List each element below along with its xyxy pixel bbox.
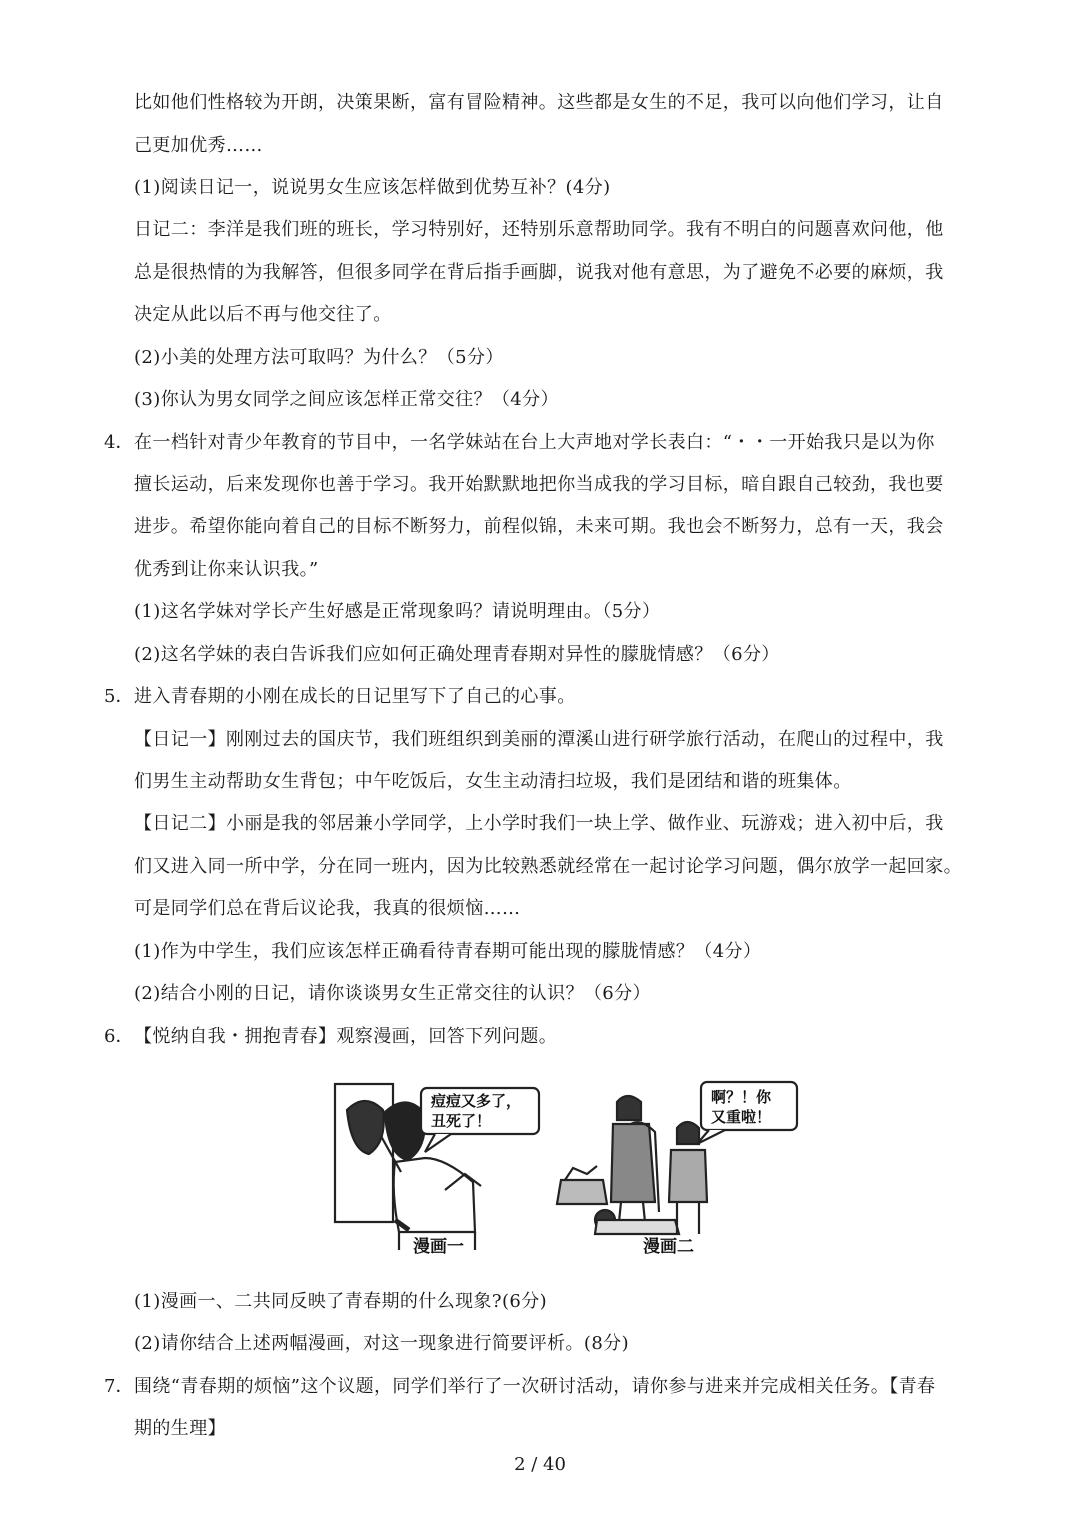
page-number: 2 / 40 <box>514 1454 566 1475</box>
text-line: 在一档针对青少年教育的节目中，一名学妹站在台上大声地对学长表白：“・・一开始我只是以为你 <box>134 432 935 453</box>
text-line: 期的生理】 <box>134 1418 226 1439</box>
question-number: 5． <box>104 686 134 707</box>
sub-question: (2)请你结合上述两幅漫画，对这一现象进行简要评析。(8分) <box>134 1333 629 1354</box>
question-number: 4． <box>104 432 134 453</box>
sub-question: (2)结合小刚的日记，请你谈谈男女生正常交往的认识？（6分） <box>134 983 651 1004</box>
sub-question: (2)这名学妹的表白告诉我们应如何正确处理青春期对异性的朦胧情感？（6分） <box>134 644 780 665</box>
sub-question: (1)作为中学生，我们应该怎样正确看待青春期可能出现的朦胧情感？（4分） <box>134 941 762 962</box>
comic-illustration <box>325 1062 805 1267</box>
sub-question: (1)这名学妹对学长产生好感是正常现象吗？请说明理由。（5分） <box>134 601 661 622</box>
text-line: 【悦纳自我・拥抱青春】观察漫画，回答下列问题。 <box>134 1026 558 1047</box>
sub-question: (1)阅读日记一，说说男女生应该怎样做到优势互补？(4分) <box>134 177 611 198</box>
comic-two-bubble-line1: 啊？！你 <box>711 1088 772 1106</box>
text-line: 擅长运动，后来发现你也善于学习。我开始默默地把你当成我的学习目标，暗自跟自己较劲，我也要 <box>134 474 944 495</box>
text-line: 己更加优秀…… <box>134 135 263 156</box>
text-line: 们又进入同一所中学，分在同一班内，因为比较熟悉就经常在一起讨论学习问题，偶尔放学一起回家。 <box>134 856 962 877</box>
text-line: 【日记一】刚刚过去的国庆节，我们班组织到美丽的潭溪山进行研学旅行活动，在爬山的过程中，我 <box>134 729 944 750</box>
text-line: 决定从此以后不再与他交往了。 <box>134 304 392 325</box>
text-line: 优秀到让你来认识我。” <box>134 559 319 580</box>
question-number: 6． <box>104 1026 134 1047</box>
sub-question: (1)漫画一、二共同反映了青春期的什么现象?(6分) <box>134 1291 548 1312</box>
text-line: 【日记二】小丽是我的邻居兼小学同学，上小学时我们一块上学、做作业、玩游戏；进入初中后，我 <box>134 813 944 834</box>
comic-two-bubble-line2: 又重啦！ <box>711 1108 772 1126</box>
comic-two-caption: 漫画二 <box>643 1237 694 1257</box>
sub-question: (2)小美的处理方法可取吗？为什么？（5分） <box>134 347 504 368</box>
text-line: 进入青春期的小刚在成长的日记里写下了自己的心事。 <box>134 686 576 707</box>
text-line: 可是同学们总在背后议论我，我真的很烦恼…… <box>134 898 521 919</box>
comic-one-bubble-line1: 痘痘又多了， <box>431 1092 522 1110</box>
text-line: 比如他们性格较为开朗，决策果断，富有冒险精神。这些都是女生的不足，我可以向他们学习，让自 <box>134 92 944 113</box>
comic-one-bubble-line2: 丑死了！ <box>431 1112 492 1130</box>
text-line: 进步。希望你能向着自己的目标不断努力，前程似锦，未来可期。我也会不断努力，总有一天，我会 <box>134 516 944 537</box>
comic-one-caption: 漫画一 <box>413 1237 464 1257</box>
text-line: 们男生主动帮助女生背包；中午吃饭后，女生主动清扫垃圾，我们是团结和谐的班集体。 <box>134 771 852 792</box>
text-line: 总是很热情的为我解答，但很多同学在背后指手画脚，说我对他有意思，为了避免不必要的麻烦，我 <box>134 262 944 283</box>
comic-drawing <box>325 1062 805 1267</box>
text-line: 日记二：李洋是我们班的班长，学习特别好，还特别乐意帮助同学。我有不明白的问题喜欢问他，他 <box>134 219 944 240</box>
text-line: 围绕“青春期的烦恼”这个议题，同学们举行了一次研讨活动，请你参与进来并完成相关任务。【青春 <box>134 1376 936 1397</box>
sub-question: (3)你认为男女同学之间应该怎样正常交往？（4分） <box>134 389 559 410</box>
question-number: 7． <box>104 1376 134 1397</box>
